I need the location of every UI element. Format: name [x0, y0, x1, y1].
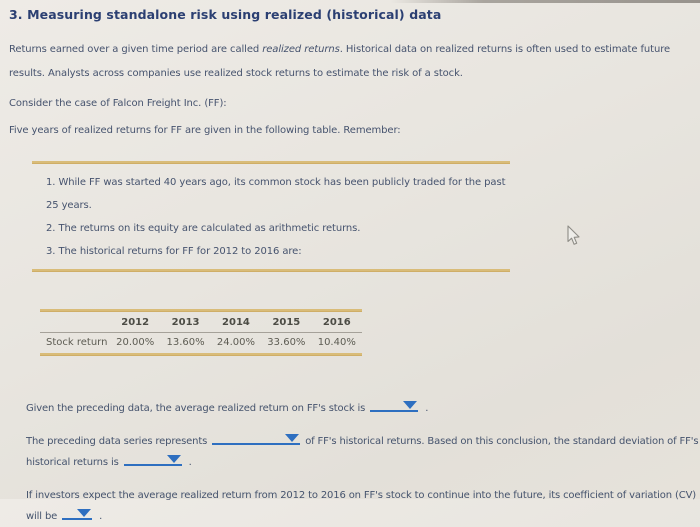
remember-box: [32, 161, 510, 272]
consider-line: Consider the case of Falcon Freight Inc. (FF):: [9, 98, 227, 109]
q2-text-1: The preceding data series represents: [26, 436, 208, 447]
q2-period: .: [188, 457, 192, 468]
chevron-down-icon: [167, 455, 181, 463]
year-header-row: [40, 312, 362, 333]
stock-return-value: 10.40%: [317, 337, 356, 348]
remember-rule-bottom: [32, 269, 510, 272]
chevron-down-icon: [77, 509, 91, 517]
year-header-cell: 2013: [160, 312, 210, 333]
stock-return-label: Stock return: [46, 337, 108, 348]
answer-dropdown-std-deviation[interactable]: [124, 455, 182, 466]
answer-dropdown-data-series[interactable]: [212, 434, 300, 445]
q3-period: .: [99, 511, 103, 522]
stock-return-value: 13.60%: [166, 337, 205, 348]
question-1: [26, 398, 700, 419]
question-3: [26, 485, 700, 527]
remember-item: While FF was started 40 years ago, its common stock has been publicly traded for the past 25 years.: [46, 177, 506, 211]
q1-period: .: [425, 403, 429, 414]
question-2: [26, 431, 700, 473]
realized-returns-italic: realized returns: [262, 44, 340, 55]
chevron-down-icon: [285, 434, 299, 442]
answer-dropdown-cv[interactable]: [62, 509, 92, 520]
table-rule-bottom: [40, 353, 362, 356]
returns-table-section: [40, 309, 362, 356]
intro-text-1: Returns earned over a given time period are called: [9, 44, 263, 55]
returns-table: [40, 312, 362, 353]
remember-item: The historical returns for FF for 2012 to 2016 are:: [58, 246, 302, 257]
year-header-cell: 2014: [211, 312, 261, 333]
chevron-down-icon: [403, 401, 417, 409]
empty-header-cell: [40, 312, 110, 333]
q1-text: Given the preceding data, the average realized return on FF's stock is: [26, 403, 366, 414]
answer-dropdown-average-return[interactable]: [370, 401, 418, 412]
remember-list: [32, 164, 510, 269]
q2-text-2: of FF's historical returns. Based on this conclusion, the standard deviation of FF's historical returns is: [26, 436, 699, 468]
stock-return-value: 24.00%: [216, 337, 256, 348]
intro-text-2: . Historical data on realized returns is often used to estimate future results.: [9, 44, 671, 79]
intro-text-3: Analysts across companies use realized stock returns to estimate the risk of a stock.: [47, 68, 463, 79]
remember-item: The returns on its equity are calculated as arithmetic returns.: [58, 223, 361, 234]
stock-return-value: 20.00%: [116, 337, 155, 348]
table-intro-line: Five years of realized returns for FF are given in the following table. Remember:: [9, 125, 401, 136]
mouse-cursor: [566, 225, 581, 247]
year-header-cell: 2015: [261, 312, 311, 333]
stock-return-row: [40, 333, 362, 354]
year-header-cell: 2012: [110, 312, 160, 333]
stock-return-value: 33.60%: [267, 337, 306, 348]
year-header-cell: 2016: [312, 312, 362, 333]
q3-text: If investors expect the average realized return from 2012 to 2016 on FF's stock to continue into the future, its coefficient of variation (CV) will be: [26, 490, 697, 522]
page-title: 3. Measuring standalone risk using realized (historical) data: [9, 7, 442, 22]
questions-section: [26, 398, 700, 527]
intro-paragraph: [9, 38, 700, 86]
